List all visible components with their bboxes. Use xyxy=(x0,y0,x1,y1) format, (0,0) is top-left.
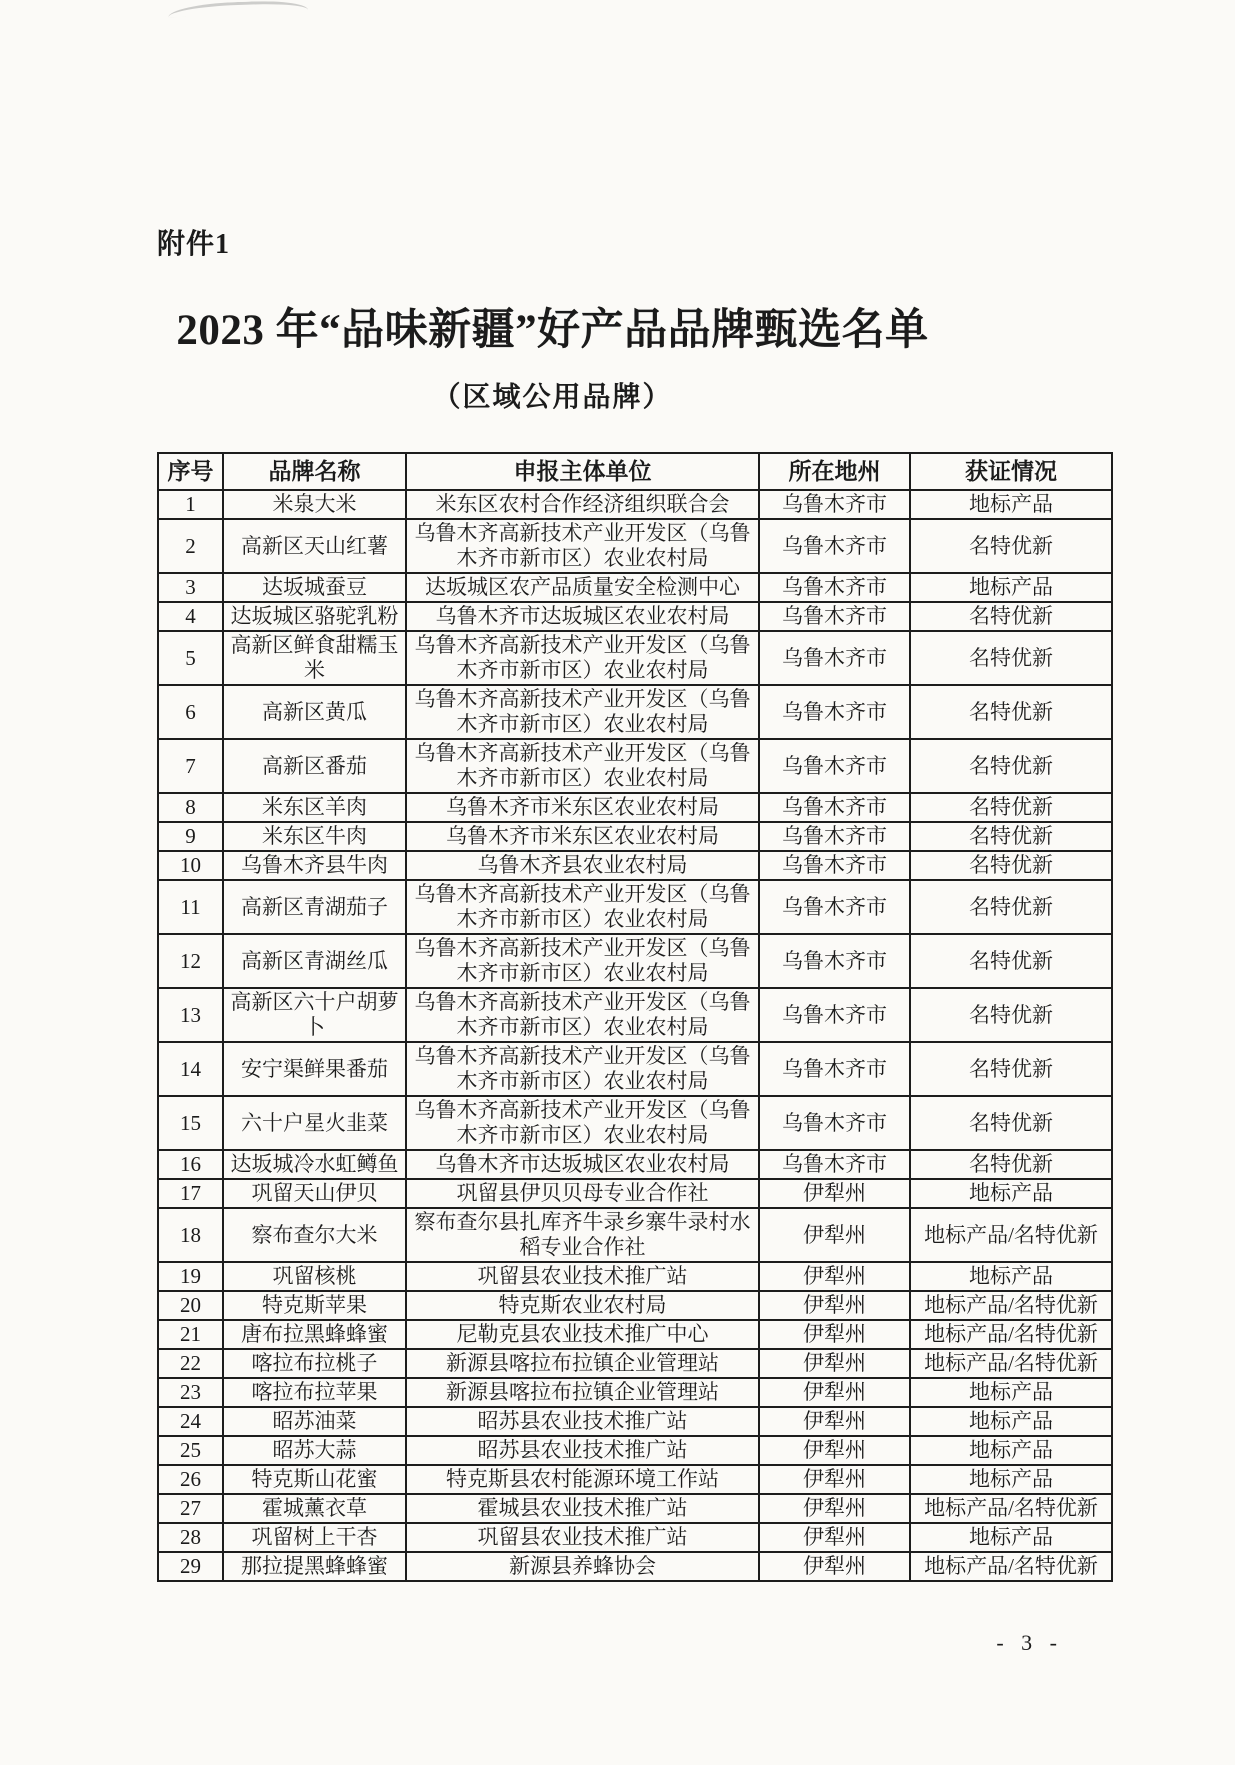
cell-index: 25 xyxy=(158,1436,223,1465)
cell-index: 5 xyxy=(158,631,223,685)
cell-brand: 达坂城冷水虹鳟鱼 xyxy=(223,1150,406,1179)
cell-applicant: 乌鲁木齐高新技术产业开发区（乌鲁木齐市新市区）农业农村局 xyxy=(406,631,759,685)
cell-brand: 高新区青湖丝瓜 xyxy=(223,934,406,988)
cell-brand: 霍城薰衣草 xyxy=(223,1494,406,1523)
table-row xyxy=(158,1150,1112,1179)
cell-region: 乌鲁木齐市 xyxy=(759,851,910,880)
table-row xyxy=(158,739,1112,793)
table-body xyxy=(158,490,1112,1581)
cell-index: 24 xyxy=(158,1407,223,1436)
table-row xyxy=(158,602,1112,631)
cell-index: 9 xyxy=(158,822,223,851)
cell-applicant: 乌鲁木齐高新技术产业开发区（乌鲁木齐市新市区）农业农村局 xyxy=(406,1042,759,1096)
cell-brand: 安宁渠鲜果番茄 xyxy=(223,1042,406,1096)
table-row xyxy=(158,1042,1112,1096)
cell-brand: 那拉提黑蜂蜂蜜 xyxy=(223,1552,406,1581)
cell-region: 乌鲁木齐市 xyxy=(759,573,910,602)
cell-certification: 名特优新 xyxy=(910,880,1112,934)
column-header-brand: 品牌名称 xyxy=(223,453,406,490)
cell-region: 伊犁州 xyxy=(759,1320,910,1349)
cell-applicant: 新源县喀拉布拉镇企业管理站 xyxy=(406,1349,759,1378)
cell-brand: 米泉大米 xyxy=(223,490,406,519)
cell-region: 伊犁州 xyxy=(759,1349,910,1378)
cell-certification: 名特优新 xyxy=(910,631,1112,685)
cell-brand: 察布查尔大米 xyxy=(223,1208,406,1262)
cell-index: 29 xyxy=(158,1552,223,1581)
cell-brand: 昭苏油菜 xyxy=(223,1407,406,1436)
table-row xyxy=(158,1552,1112,1581)
cell-certification: 地标产品 xyxy=(910,1436,1112,1465)
table-row xyxy=(158,631,1112,685)
cell-brand: 米东区牛肉 xyxy=(223,822,406,851)
cell-index: 16 xyxy=(158,1150,223,1179)
table-row xyxy=(158,793,1112,822)
cell-region: 伊犁州 xyxy=(759,1378,910,1407)
cell-certification: 地标产品/名特优新 xyxy=(910,1349,1112,1378)
cell-applicant: 新源县喀拉布拉镇企业管理站 xyxy=(406,1378,759,1407)
brand-selection-table xyxy=(157,452,1113,1582)
cell-brand: 高新区番茄 xyxy=(223,739,406,793)
cell-index: 20 xyxy=(158,1291,223,1320)
cell-index: 14 xyxy=(158,1042,223,1096)
cell-certification: 地标产品 xyxy=(910,1262,1112,1291)
page-number: - 3 - xyxy=(996,1630,1063,1655)
table-row xyxy=(158,490,1112,519)
cell-applicant: 达坂城区农产品质量安全检测中心 xyxy=(406,573,759,602)
table-row xyxy=(158,1523,1112,1552)
cell-brand: 达坂城区骆驼乳粉 xyxy=(223,602,406,631)
cell-region: 乌鲁木齐市 xyxy=(759,1042,910,1096)
table-row xyxy=(158,1208,1112,1262)
cell-certification: 名特优新 xyxy=(910,685,1112,739)
cell-index: 21 xyxy=(158,1320,223,1349)
table-header-row xyxy=(158,453,1112,490)
cell-certification: 地标产品/名特优新 xyxy=(910,1291,1112,1320)
cell-region: 乌鲁木齐市 xyxy=(759,685,910,739)
cell-certification: 名特优新 xyxy=(910,602,1112,631)
cell-certification: 名特优新 xyxy=(910,793,1112,822)
column-header-index: 序号 xyxy=(158,453,223,490)
attachment-label: 附件1 xyxy=(157,229,231,260)
cell-brand: 巩留核桃 xyxy=(223,1262,406,1291)
table-row xyxy=(158,988,1112,1042)
cell-applicant: 乌鲁木齐高新技术产业开发区（乌鲁木齐市新市区）农业农村局 xyxy=(406,519,759,573)
cell-certification: 地标产品 xyxy=(910,1523,1112,1552)
cell-applicant: 乌鲁木齐高新技术产业开发区（乌鲁木齐市新市区）农业农村局 xyxy=(406,739,759,793)
cell-applicant: 巩留县农业技术推广站 xyxy=(406,1262,759,1291)
cell-region: 伊犁州 xyxy=(759,1552,910,1581)
table-head xyxy=(158,453,1112,490)
cell-certification: 名特优新 xyxy=(910,988,1112,1042)
table-row xyxy=(158,1262,1112,1291)
title-block xyxy=(105,296,1000,415)
cell-region: 乌鲁木齐市 xyxy=(759,822,910,851)
cell-applicant: 霍城县农业技术推广站 xyxy=(406,1494,759,1523)
cell-region: 乌鲁木齐市 xyxy=(759,934,910,988)
cell-brand: 特克斯苹果 xyxy=(223,1291,406,1320)
cell-applicant: 巩留县农业技术推广站 xyxy=(406,1523,759,1552)
cell-certification: 地标产品 xyxy=(910,1465,1112,1494)
cell-certification: 名特优新 xyxy=(910,934,1112,988)
cell-applicant: 乌鲁木齐高新技术产业开发区（乌鲁木齐市新市区）农业农村局 xyxy=(406,988,759,1042)
table-row xyxy=(158,1436,1112,1465)
table-row xyxy=(158,1494,1112,1523)
scan-artifact xyxy=(168,0,308,17)
column-header-certification: 获证情况 xyxy=(910,453,1112,490)
table-row xyxy=(158,1407,1112,1436)
cell-certification: 地标产品/名特优新 xyxy=(910,1320,1112,1349)
cell-region: 乌鲁木齐市 xyxy=(759,631,910,685)
cell-region: 乌鲁木齐市 xyxy=(759,519,910,573)
cell-region: 伊犁州 xyxy=(759,1179,910,1208)
table-row xyxy=(158,1349,1112,1378)
cell-applicant: 巩留县伊贝贝母专业合作社 xyxy=(406,1179,759,1208)
cell-index: 10 xyxy=(158,851,223,880)
cell-region: 乌鲁木齐市 xyxy=(759,988,910,1042)
table-row xyxy=(158,851,1112,880)
cell-applicant: 昭苏县农业技术推广站 xyxy=(406,1436,759,1465)
table-row xyxy=(158,573,1112,602)
cell-region: 伊犁州 xyxy=(759,1407,910,1436)
cell-brand: 高新区六十户胡萝卜 xyxy=(223,988,406,1042)
cell-brand: 高新区青湖茄子 xyxy=(223,880,406,934)
cell-certification: 地标产品 xyxy=(910,1378,1112,1407)
table-row xyxy=(158,685,1112,739)
cell-region: 乌鲁木齐市 xyxy=(759,880,910,934)
column-header-region: 所在地州 xyxy=(759,453,910,490)
cell-index: 4 xyxy=(158,602,223,631)
cell-applicant: 乌鲁木齐市达坂城区农业农村局 xyxy=(406,602,759,631)
cell-region: 伊犁州 xyxy=(759,1523,910,1552)
cell-brand: 喀拉布拉桃子 xyxy=(223,1349,406,1378)
cell-applicant: 特克斯县农村能源环境工作站 xyxy=(406,1465,759,1494)
cell-index: 12 xyxy=(158,934,223,988)
table-row xyxy=(158,822,1112,851)
cell-index: 19 xyxy=(158,1262,223,1291)
cell-applicant: 乌鲁木齐高新技术产业开发区（乌鲁木齐市新市区）农业农村局 xyxy=(406,685,759,739)
cell-brand: 特克斯山花蜜 xyxy=(223,1465,406,1494)
cell-brand: 六十户星火韭菜 xyxy=(223,1096,406,1150)
cell-index: 8 xyxy=(158,793,223,822)
cell-brand: 巩留树上干杏 xyxy=(223,1523,406,1552)
table-row xyxy=(158,1096,1112,1150)
cell-applicant: 乌鲁木齐市米东区农业农村局 xyxy=(406,793,759,822)
cell-region: 乌鲁木齐市 xyxy=(759,1150,910,1179)
cell-brand: 昭苏大蒜 xyxy=(223,1436,406,1465)
cell-applicant: 特克斯农业农村局 xyxy=(406,1291,759,1320)
cell-brand: 唐布拉黑蜂蜂蜜 xyxy=(223,1320,406,1349)
cell-certification: 地标产品/名特优新 xyxy=(910,1494,1112,1523)
cell-brand: 高新区黄瓜 xyxy=(223,685,406,739)
cell-applicant: 乌鲁木齐高新技术产业开发区（乌鲁木齐市新市区）农业农村局 xyxy=(406,1096,759,1150)
table-row xyxy=(158,1291,1112,1320)
cell-region: 伊犁州 xyxy=(759,1436,910,1465)
table-row xyxy=(158,1320,1112,1349)
cell-index: 13 xyxy=(158,988,223,1042)
cell-brand: 达坂城蚕豆 xyxy=(223,573,406,602)
cell-certification: 地标产品/名特优新 xyxy=(910,1552,1112,1581)
cell-region: 乌鲁木齐市 xyxy=(759,1096,910,1150)
cell-certification: 名特优新 xyxy=(910,519,1112,573)
cell-applicant: 乌鲁木齐县农业农村局 xyxy=(406,851,759,880)
cell-applicant: 察布查尔县扎库齐牛录乡寨牛录村水稻专业合作社 xyxy=(406,1208,759,1262)
cell-certification: 地标产品/名特优新 xyxy=(910,1208,1112,1262)
cell-region: 伊犁州 xyxy=(759,1494,910,1523)
cell-region: 乌鲁木齐市 xyxy=(759,739,910,793)
cell-certification: 名特优新 xyxy=(910,1096,1112,1150)
cell-region: 乌鲁木齐市 xyxy=(759,490,910,519)
cell-index: 26 xyxy=(158,1465,223,1494)
cell-index: 7 xyxy=(158,739,223,793)
cell-certification: 名特优新 xyxy=(910,1042,1112,1096)
cell-region: 伊犁州 xyxy=(759,1208,910,1262)
table-row xyxy=(158,519,1112,573)
table-row xyxy=(158,1378,1112,1407)
cell-index: 28 xyxy=(158,1523,223,1552)
page-subtitle: （区域公用品牌） xyxy=(432,382,673,413)
cell-applicant: 尼勒克县农业技术推广中心 xyxy=(406,1320,759,1349)
cell-certification: 名特优新 xyxy=(910,739,1112,793)
cell-certification: 地标产品 xyxy=(910,1179,1112,1208)
cell-index: 22 xyxy=(158,1349,223,1378)
page-title: 2023 年“品味新疆”好产品品牌甄选名单 xyxy=(176,307,929,354)
cell-index: 27 xyxy=(158,1494,223,1523)
cell-certification: 地标产品 xyxy=(910,573,1112,602)
cell-certification: 地标产品 xyxy=(910,490,1112,519)
cell-index: 3 xyxy=(158,573,223,602)
cell-certification: 名特优新 xyxy=(910,1150,1112,1179)
cell-brand: 高新区天山红薯 xyxy=(223,519,406,573)
cell-applicant: 乌鲁木齐高新技术产业开发区（乌鲁木齐市新市区）农业农村局 xyxy=(406,880,759,934)
cell-brand: 乌鲁木齐县牛肉 xyxy=(223,851,406,880)
cell-region: 伊犁州 xyxy=(759,1465,910,1494)
cell-index: 1 xyxy=(158,490,223,519)
cell-applicant: 米东区农村合作经济组织联合会 xyxy=(406,490,759,519)
cell-index: 6 xyxy=(158,685,223,739)
table-row xyxy=(158,1465,1112,1494)
cell-region: 乌鲁木齐市 xyxy=(759,793,910,822)
cell-certification: 名特优新 xyxy=(910,851,1112,880)
cell-index: 15 xyxy=(158,1096,223,1150)
cell-brand: 高新区鲜食甜糯玉米 xyxy=(223,631,406,685)
cell-brand: 米东区羊肉 xyxy=(223,793,406,822)
cell-applicant: 新源县养蜂协会 xyxy=(406,1552,759,1581)
cell-region: 伊犁州 xyxy=(759,1262,910,1291)
cell-index: 18 xyxy=(158,1208,223,1262)
cell-index: 11 xyxy=(158,880,223,934)
cell-applicant: 昭苏县农业技术推广站 xyxy=(406,1407,759,1436)
table-row xyxy=(158,880,1112,934)
cell-certification: 名特优新 xyxy=(910,822,1112,851)
cell-index: 17 xyxy=(158,1179,223,1208)
cell-brand: 喀拉布拉苹果 xyxy=(223,1378,406,1407)
cell-applicant: 乌鲁木齐市达坂城区农业农村局 xyxy=(406,1150,759,1179)
cell-region: 伊犁州 xyxy=(759,1291,910,1320)
column-header-applicant: 申报主体单位 xyxy=(406,453,759,490)
cell-brand: 巩留天山伊贝 xyxy=(223,1179,406,1208)
table-row xyxy=(158,934,1112,988)
cell-applicant: 乌鲁木齐高新技术产业开发区（乌鲁木齐市新市区）农业农村局 xyxy=(406,934,759,988)
cell-region: 乌鲁木齐市 xyxy=(759,602,910,631)
cell-index: 2 xyxy=(158,519,223,573)
cell-index: 23 xyxy=(158,1378,223,1407)
cell-certification: 地标产品 xyxy=(910,1407,1112,1436)
cell-applicant: 乌鲁木齐市米东区农业农村局 xyxy=(406,822,759,851)
table-row xyxy=(158,1179,1112,1208)
